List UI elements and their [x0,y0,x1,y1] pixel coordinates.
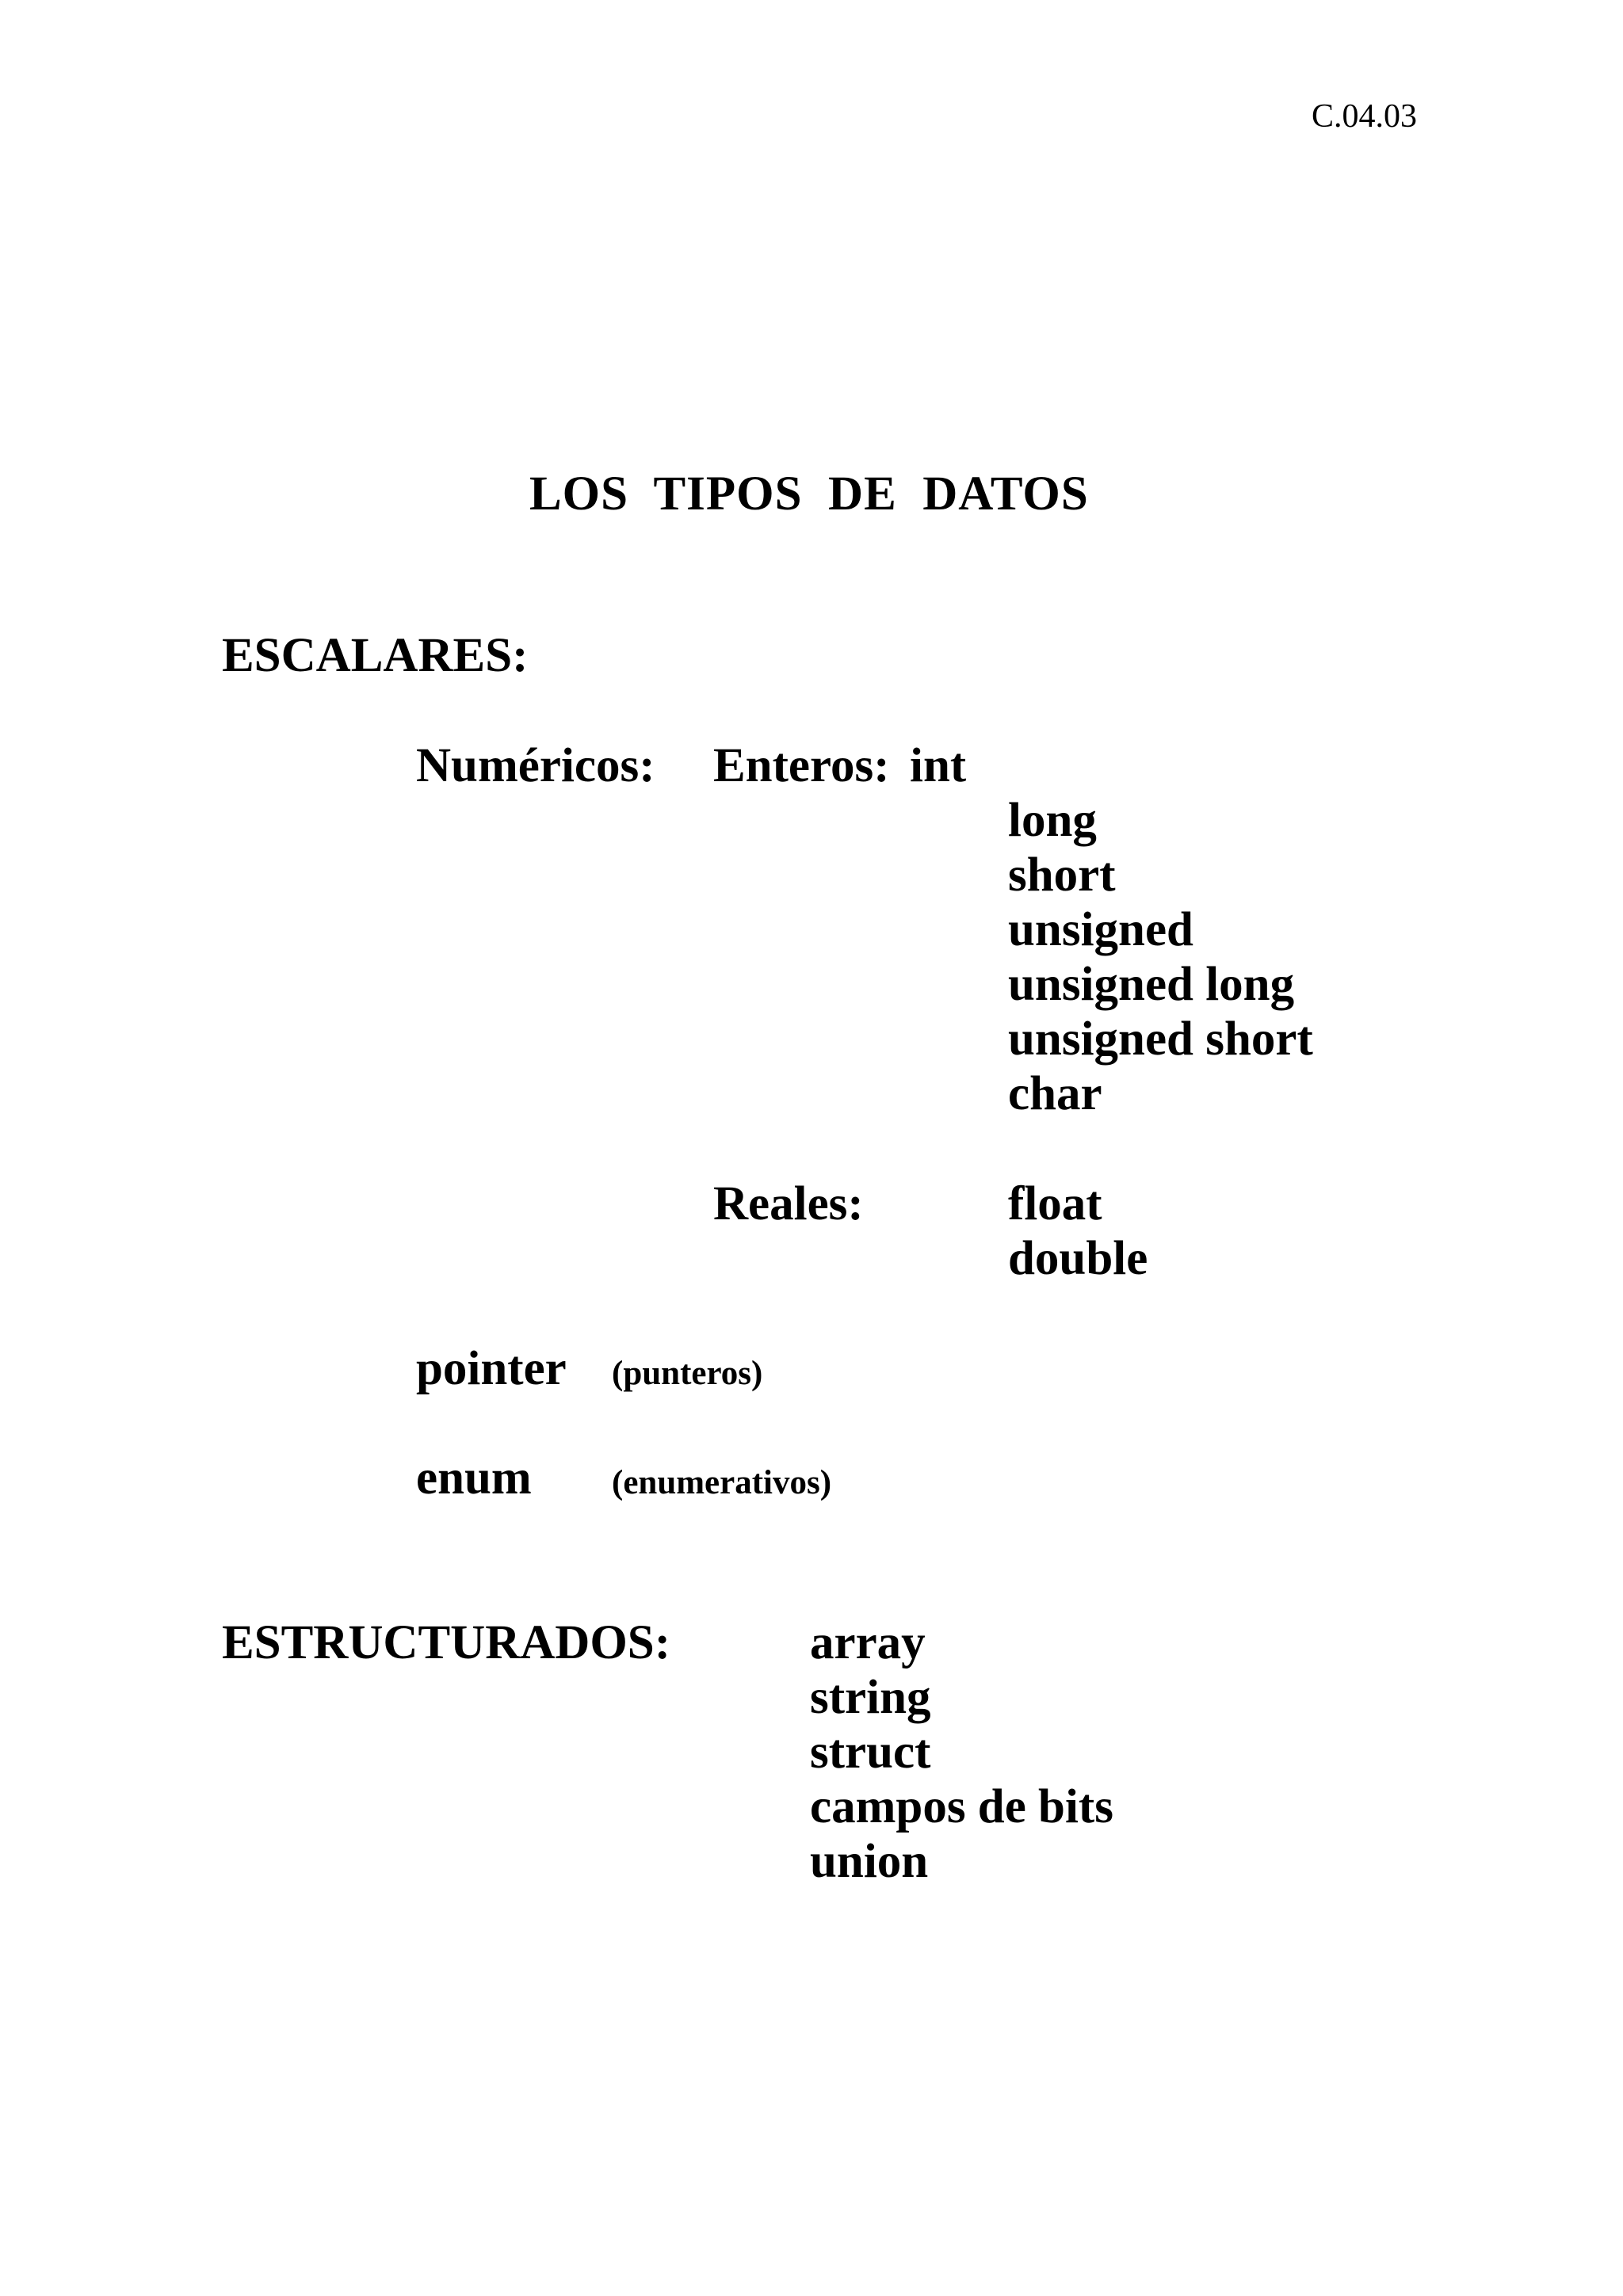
entero-type-long: long [1008,794,1097,847]
estructurado-type-campos-de-bits: campos de bits [810,1780,1113,1833]
enum-note: (enumerativos) [612,1464,832,1501]
estructurado-type-union: union [810,1835,929,1888]
page-code: C.04.03 [1312,98,1418,135]
estructurado-type-string: string [810,1671,931,1724]
real-type-float: float [1008,1177,1102,1230]
entero-type-unsigned: unsigned [1008,903,1193,956]
reales-label: Reales: [713,1177,864,1230]
estructurado-type-array: array [810,1616,926,1669]
escalares-heading: ESCALARES: [222,629,529,682]
estructurados-heading: ESTRUCTURADOS: [222,1616,671,1669]
numericos-label: Numéricos: [416,739,655,792]
pointer-note: (punteros) [612,1355,763,1392]
entero-type-unsigned-short: unsigned short [1008,1013,1313,1066]
real-type-double: double [1008,1232,1148,1285]
entero-type-int: int [910,739,967,792]
entero-type-short: short [1008,849,1116,902]
pointer-label: pointer [416,1342,567,1395]
enum-label: enum [416,1451,532,1505]
entero-type-unsigned-long: unsigned long [1008,958,1295,1011]
estructurado-type-struct: struct [810,1726,931,1779]
entero-type-char: char [1008,1067,1102,1120]
page-title: LOS TIPOS DE DATOS [529,467,1089,521]
enteros-label: Enteros: [713,739,890,792]
